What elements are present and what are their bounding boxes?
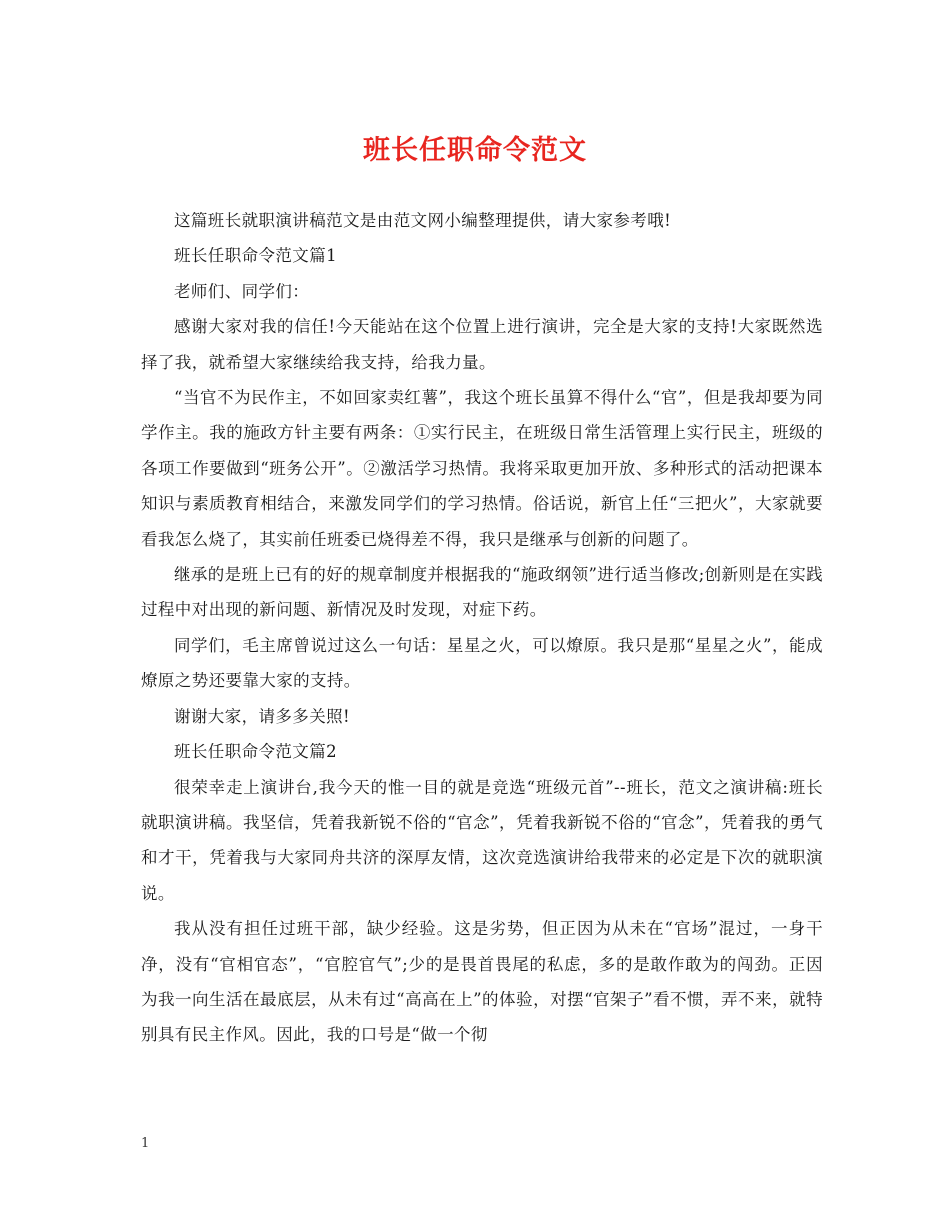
paragraph: 继承的是班上已有的好的规章制度并根据我的“施政纲领”进行适当修改;创新则是在实践过程中对出现的新问题、新情况及时发现，对症下药。 — [141, 565, 823, 620]
paragraph: “当官不为民作主，不如回家卖红薯”，我这个班长虽算不得什么“官”，但是我却要为同学作主。我的施政方针主要有两条：①实行民主，在班级日常生活管理上实行民主，班级的各项工作要做到“班务公开”。②激活学习热情。我将采取更加开放、多种形式的活动把课本知识与素质教育相结合，来激发同学们的学习热情。俗话说，新官上任“三把火”，大家就要看我怎么烧了，其实前任班委已烧得差不得，我只是继承与创新的问题了。 — [141, 388, 823, 549]
section-heading-2: 班长任职命令范文篇2 — [174, 742, 337, 762]
paragraph-salutation: 老师们、同学们： — [174, 281, 310, 301]
document-title: 班长任职命令范文 — [363, 135, 587, 166]
page-number: 1 — [141, 1136, 150, 1151]
paragraph: 我从没有担任过班干部，缺少经验。这是劣势，但正因为从未在“官场”混过，一身干净，没有“官相官态”，“官腔官气”;少的是畏首畏尾的私虑，多的是敢作敢为的闯劲。正因为我一向生活在最底层，从未有过“高高在上”的体验，对摆“官架子”看不惯，弄不来，就特别具有民主作风。因此，我的口号是“做一个彻 — [141, 919, 823, 1045]
paragraph: 很荣幸走上演讲台,我今天的惟一目的就是竞选“班级元首”--班长，范文之演讲稿:班长就职演讲稿。我坚信，凭着我新锐不俗的“官念”，凭着我新锐不俗的“官念”，凭着我的勇气和才干，凭着我与大家同舟共济的深厚友情，这次竞选演讲给我带来的必定是下次的就职演说。 — [141, 777, 823, 903]
paragraph: 感谢大家对我的信任!今天能站在这个位置上进行演讲，完全是大家的支持!大家既然选择了我，就希望大家继续给我支持，给我力量。 — [141, 317, 823, 372]
section-heading-1: 班长任职命令范文篇1 — [174, 246, 337, 266]
paragraph-closing: 谢谢大家，请多多关照! — [174, 706, 351, 726]
paragraph: 同学们，毛主席曾说过这么一句话：星星之火，可以燎原。我只是那“星星之火”，能成燎原之势还要靠大家的支持。 — [141, 635, 823, 691]
document-body — [141, 203, 823, 1053]
paragraph-intro: 这篇班长就职演讲稿范文是由范文网小编整理提供，请大家参考哦! — [174, 211, 672, 230]
